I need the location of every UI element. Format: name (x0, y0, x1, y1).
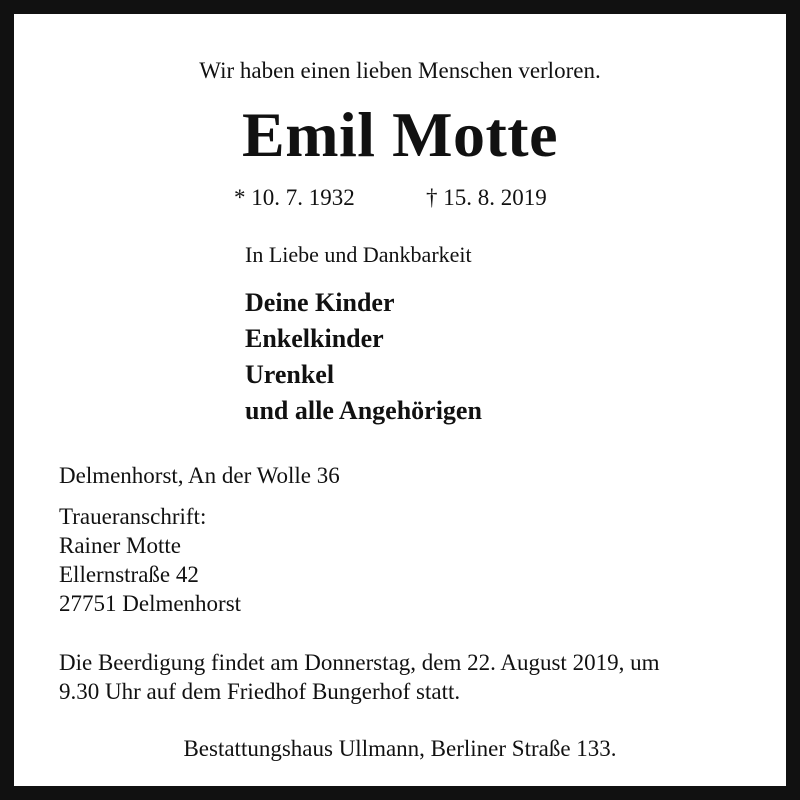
mourners-list (245, 285, 482, 429)
mourner-line: Enkelkinder (245, 324, 384, 353)
undertaker-info: Bestattungshaus Ullmann, Berliner Straße 133. (183, 736, 617, 761)
mourning-address-line: 27751 Delmenhorst (59, 591, 242, 616)
funeral-info-line: 9.30 Uhr auf dem Friedhof Bungerhof statt. (59, 679, 461, 704)
funeral-info-line: Die Beerdigung findet am Donnerstag, dem 22. August 2019, um (59, 650, 660, 675)
mourner-line: Urenkel (245, 360, 335, 389)
dedication-text: In Liebe und Dankbarkeit (245, 242, 472, 267)
mourning-address-line: Rainer Motte (59, 533, 181, 558)
place-address: Delmenhorst, An der Wolle 36 (59, 463, 340, 488)
mourning-address (59, 502, 241, 618)
deceased-name: Emil Motte (242, 99, 558, 170)
intro-text: Wir haben einen lieben Menschen verloren. (199, 58, 601, 83)
mourning-address-label: Traueranschrift: (59, 504, 207, 529)
mourner-line: und alle Angehörigen (245, 396, 482, 425)
death-date: † 15. 8. 2019 (426, 185, 547, 210)
funeral-info (59, 648, 659, 706)
mourner-line: Deine Kinder (245, 288, 395, 317)
birth-date: * 10. 7. 1932 (234, 185, 355, 210)
mourning-address-line: Ellernstraße 42 (59, 562, 199, 587)
